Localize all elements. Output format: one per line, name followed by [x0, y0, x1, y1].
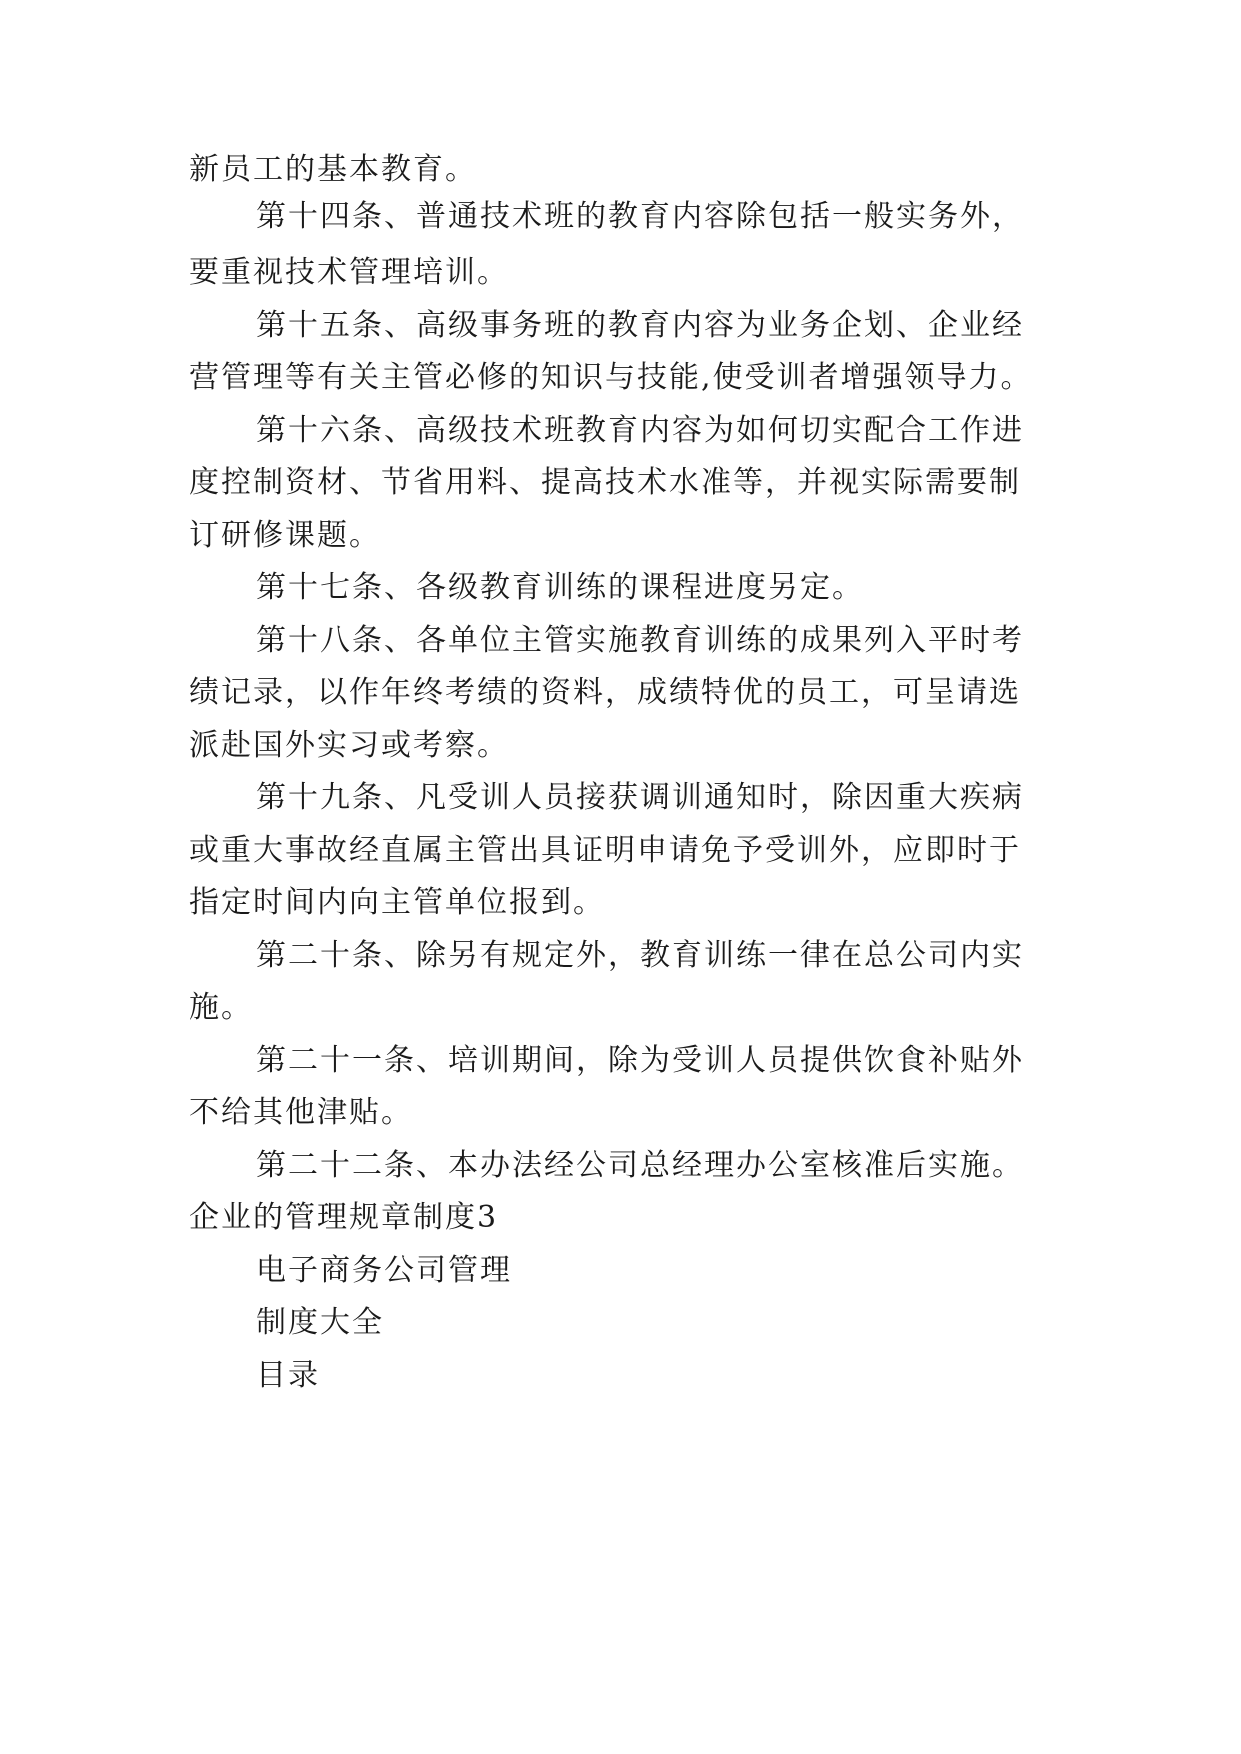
text-line: 不给其他津贴。 [189, 1095, 413, 1130]
text-line: 目录 [256, 1358, 320, 1393]
text-line: 第十七条、各级教育训练的课程进度另定。 [256, 570, 864, 605]
text-line: 营管理等有关主管必修的知识与技能,使受训者增强领导力。 [189, 360, 1033, 395]
text-line: 第二十二条、本办法经公司总经理办公室核准后实施。 [256, 1148, 1024, 1183]
text-line: 制度大全 [256, 1305, 384, 1340]
text-line: 第十五条、高级事务班的教育内容为业务企划、企业经 [256, 308, 1024, 343]
text-line: 第十六条、高级技术班教育内容为如何切实配合工作进 [256, 413, 1024, 448]
text-line: 派赴国外实习或考察。 [189, 728, 509, 763]
text-line: 度控制资材、节省用料、提高技术水准等，并视实际需要制 [189, 465, 1021, 500]
text-line: 订研修课题。 [189, 518, 381, 553]
text-line: 第十九条、凡受训人员接获调训通知时，除因重大疾病 [256, 780, 1024, 815]
text-line: 企业的管理规章制度3 [189, 1200, 499, 1235]
text-line: 第十四条、普通技术班的教育内容除包括一般实务外， [256, 199, 1024, 234]
text-line: 指定时间内向主管单位报到。 [189, 885, 605, 920]
text-line: 施。 [189, 990, 253, 1025]
text-line: 或重大事故经直属主管出具证明申请免予受训外，应即时于 [189, 833, 1021, 868]
text-line: 新员工的基本教育。 [189, 152, 477, 187]
text-line: 绩记录，以作年终考绩的资料，成绩特优的员工，可呈请选 [189, 675, 1021, 710]
text-line: 第十八条、各单位主管实施教育训练的成果列入平时考 [256, 623, 1024, 658]
text-line: 第二十一条、培训期间，除为受训人员提供饮食补贴外 [256, 1043, 1024, 1078]
text-line: 第二十条、除另有规定外，教育训练一律在总公司内实 [256, 938, 1024, 973]
text-line: 要重视技术管理培训。 [189, 255, 509, 290]
text-line: 电子商务公司管理 [256, 1253, 512, 1288]
